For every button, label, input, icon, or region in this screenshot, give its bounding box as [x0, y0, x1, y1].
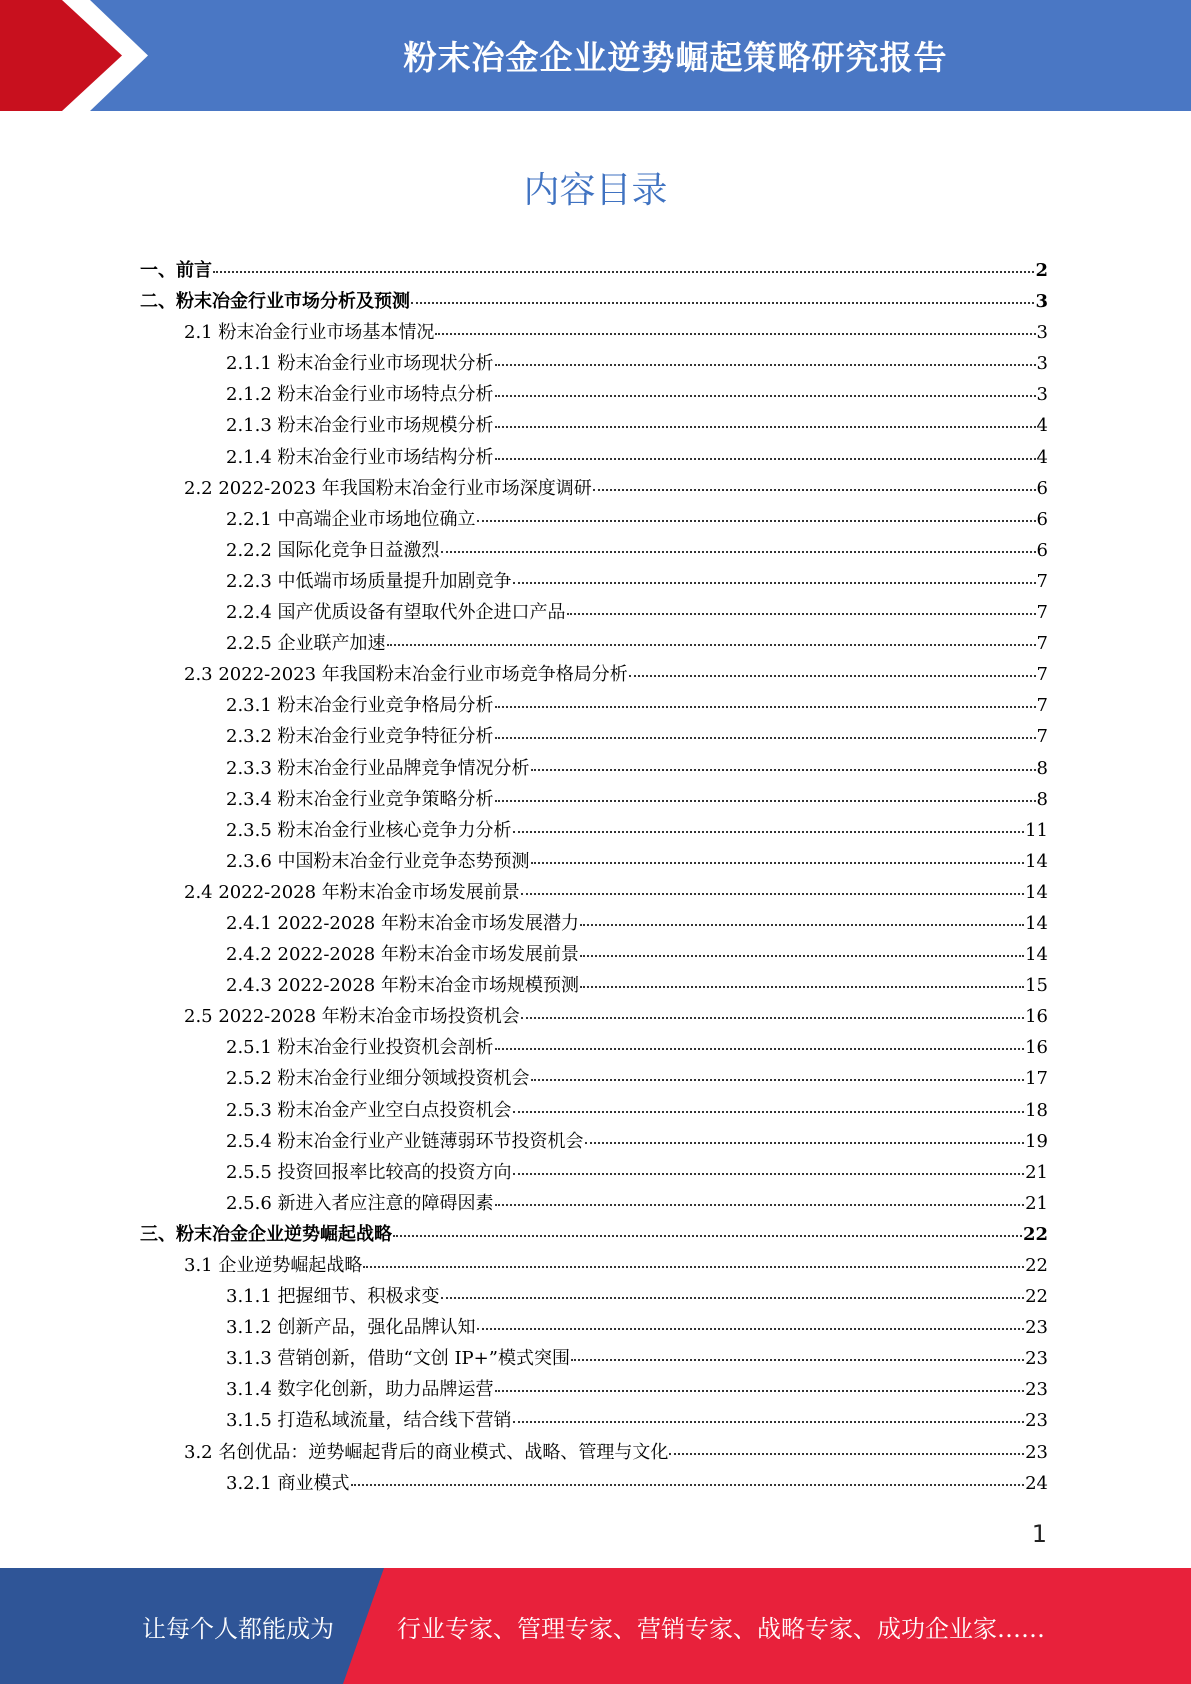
toc-entry-label: 二、粉末冶金行业市场分析及预测: [140, 291, 410, 313]
toc-entry[interactable]: [140, 285, 1048, 316]
toc-entry-page: 3: [1036, 353, 1048, 375]
toc-entry-page: 4: [1036, 415, 1048, 437]
toc-entry[interactable]: [140, 441, 1048, 472]
toc-entry-page: 16: [1025, 1006, 1048, 1028]
toc-entry-page: 22: [1025, 1286, 1048, 1308]
toc-entry-page: 7: [1036, 664, 1048, 686]
toc-dot-leader: [495, 344, 1036, 366]
table-of-contents: [140, 254, 1048, 1498]
toc-dot-leader: [521, 873, 1024, 895]
toc-entry[interactable]: [140, 472, 1048, 503]
toc-entry-page: 14: [1025, 912, 1048, 934]
toc-dot-leader: [387, 624, 1036, 646]
toc-entry[interactable]: [140, 1249, 1048, 1280]
toc-entry-label: 一、前言: [140, 260, 212, 281]
toc-entry-label: 3.1.4 数字化创新，助力品牌运营: [226, 1379, 494, 1401]
toc-entry-page: 24: [1025, 1472, 1048, 1494]
toc-entry[interactable]: [140, 783, 1048, 814]
toc-dot-leader: [495, 1184, 1025, 1206]
toc-entry-label: 2.5.3 粉末冶金产业空白点投资机会: [226, 1099, 512, 1121]
toc-dot-leader: [531, 842, 1025, 864]
toc-entry[interactable]: [140, 1156, 1048, 1187]
toc-dot-leader: [521, 997, 1024, 1019]
toc-entry-page: 19: [1025, 1130, 1048, 1152]
toc-dot-leader: [580, 966, 1024, 988]
toc-entry-label: 2.3 2022-2023 年我国粉末冶金行业市场竞争格局分析: [184, 664, 628, 686]
toc-entry-label: 2.1.4 粉末冶金行业市场结构分析: [226, 446, 494, 468]
toc-entry-label: 2.4.2 2022-2028 年粉末冶金市场发展前景: [226, 944, 579, 966]
toc-entry[interactable]: [140, 1404, 1048, 1435]
page-header: [0, 0, 1191, 111]
toc-entry[interactable]: [140, 254, 1048, 285]
toc-dot-leader: [585, 1122, 1025, 1144]
toc-dot-leader: [441, 1277, 1025, 1299]
toc-entry-page: 8: [1036, 788, 1048, 810]
toc-entry-page: 22: [1025, 1255, 1048, 1276]
toc-entry-page: 23: [1025, 1410, 1048, 1432]
toc-dot-leader: [495, 717, 1036, 739]
toc-entry-label: 2.4.1 2022-2028 年粉末冶金市场发展潜力: [226, 912, 579, 934]
toc-entry-label: 2.1.2 粉末冶金行业市场特点分析: [226, 384, 494, 406]
toc-entry-page: 7: [1036, 695, 1048, 717]
toc-entry-page: 6: [1036, 477, 1048, 499]
toc-entry-label: 2.1.1 粉末冶金行业市场现状分析: [226, 353, 494, 375]
toc-dot-leader: [513, 562, 1036, 584]
toc-entry-label: 2.1 粉末冶金行业市场基本情况: [184, 322, 435, 344]
toc-entry-page: 7: [1036, 602, 1048, 624]
toc-heading: 内容目录: [523, 170, 668, 211]
toc-entry-page: 15: [1025, 975, 1048, 997]
toc-dot-leader: [495, 780, 1036, 802]
toc-entry-label: 2.2.5 企业联产加速: [226, 633, 386, 655]
toc-entry-label: 2.5.5 投资回报率比较高的投资方向: [226, 1161, 512, 1183]
toc-dot-leader: [669, 1433, 1024, 1455]
toc-dot-leader: [629, 655, 1036, 677]
toc-entry-label: 2.4.3 2022-2028 年粉末冶金市场规模预测: [226, 975, 579, 997]
toc-entry[interactable]: [140, 565, 1048, 596]
toc-entry-label: 2.2.1 中高端企业市场地位确立: [226, 508, 476, 530]
toc-entry-page: 11: [1025, 819, 1048, 841]
page-number: 1: [1031, 1520, 1047, 1548]
toc-entry-page: 16: [1025, 1037, 1048, 1059]
toc-dot-leader: [580, 935, 1024, 957]
toc-entry[interactable]: [140, 1311, 1048, 1342]
toc-entry[interactable]: [140, 876, 1048, 907]
toc-entry-label: 3.1.3 营销创新，借助“文创 IP+”模式突围: [226, 1348, 570, 1370]
toc-dot-leader: [531, 1059, 1025, 1081]
toc-dot-leader: [351, 1464, 1025, 1486]
toc-entry-page: 14: [1025, 850, 1048, 872]
toc-entry-page: 18: [1025, 1099, 1048, 1121]
toc-dot-leader: [477, 1308, 1025, 1330]
toc-entry[interactable]: [140, 1000, 1048, 1031]
toc-entry-page: 21: [1025, 1161, 1048, 1183]
toc-entry[interactable]: [140, 1436, 1048, 1467]
toc-entry-page: 7: [1036, 633, 1048, 655]
toc-entry[interactable]: [140, 534, 1048, 565]
toc-dot-leader: [441, 531, 1036, 553]
toc-entry-label: 2.5.6 新进入者应注意的障碍因素: [226, 1192, 494, 1214]
toc-entry-label: 2.4 2022-2028 年粉末冶金市场发展前景: [184, 881, 520, 903]
toc-dot-leader: [531, 749, 1036, 771]
toc-entry-page: 14: [1025, 944, 1048, 966]
toc-entry-label: 3.1 企业逆势崛起战略: [184, 1255, 363, 1276]
toc-entry[interactable]: [140, 845, 1048, 876]
toc-entry-label: 2.3.6 中国粉末冶金行业竞争态势预测: [226, 850, 530, 872]
toc-entry[interactable]: [140, 1031, 1048, 1062]
toc-entry-label: 2.5.1 粉末冶金行业投资机会剖析: [226, 1037, 494, 1059]
toc-dot-leader: [213, 251, 1034, 273]
toc-entry-page: 23: [1025, 1348, 1048, 1370]
toc-entry-page: 21: [1025, 1192, 1048, 1214]
toc-entry[interactable]: [140, 1280, 1048, 1311]
toc-entry-label: 3.1.1 把握细节、积极求变: [226, 1286, 440, 1308]
toc-entry[interactable]: [140, 627, 1048, 658]
toc-entry[interactable]: [140, 1467, 1048, 1498]
toc-dot-leader: [580, 904, 1024, 926]
toc-entry-label: 3.1.5 打造私域流量，结合线下营销: [226, 1410, 512, 1432]
toc-entry-page: 3: [1035, 291, 1048, 313]
toc-entry-label: 3.1.2 创新产品，强化品牌认知: [226, 1317, 476, 1339]
toc-entry[interactable]: [140, 1373, 1048, 1404]
toc-entry-label: 2.2.2 国际化竞争日益激烈: [226, 539, 440, 561]
toc-entry-label: 2.3.3 粉末冶金行业品牌竞争情况分析: [226, 757, 530, 779]
toc-entry-page: 23: [1025, 1317, 1048, 1339]
toc-entry[interactable]: [140, 969, 1048, 1000]
toc-entry-label: 2.5.4 粉末冶金行业产业链薄弱环节投资机会: [226, 1130, 584, 1152]
toc-entry[interactable]: [140, 1342, 1048, 1373]
toc-dot-leader: [593, 469, 1036, 491]
toc-dot-leader: [513, 811, 1025, 833]
toc-dot-leader: [393, 1215, 1022, 1237]
toc-dot-leader: [495, 438, 1036, 460]
document-title: 粉末冶金企业逆势崛起策略研究报告: [403, 38, 948, 77]
toc-entry-label: 3.2.1 商业模式: [226, 1472, 350, 1494]
toc-entry[interactable]: [140, 1218, 1048, 1249]
toc-dot-leader: [567, 593, 1036, 615]
toc-entry-page: 23: [1025, 1441, 1048, 1463]
toc-entry-page: 3: [1036, 384, 1048, 406]
toc-entry-label: 2.2.3 中低端市场质量提升加剧竞争: [226, 570, 512, 592]
toc-entry-page: 7: [1036, 570, 1048, 592]
footer-slogan-left: 让每个人都能成为: [142, 1614, 334, 1643]
toc-entry-label: 2.2.4 国产优质设备有望取代外企进口产品: [226, 602, 566, 624]
toc-dot-leader: [363, 1246, 1024, 1268]
toc-entry-label: 2.1.3 粉末冶金行业市场规模分析: [226, 415, 494, 437]
toc-entry[interactable]: [140, 347, 1048, 378]
toc-entry[interactable]: [140, 503, 1048, 534]
toc-entry-label: 2.3.4 粉末冶金行业竞争策略分析: [226, 788, 494, 810]
toc-entry-page: 6: [1036, 508, 1048, 530]
toc-entry[interactable]: [140, 409, 1048, 440]
toc-dot-leader: [513, 1091, 1025, 1113]
toc-entry-label: 2.5.2 粉末冶金行业细分领域投资机会: [226, 1068, 530, 1090]
toc-entry-page: 22: [1022, 1223, 1048, 1245]
toc-entry[interactable]: [140, 658, 1048, 689]
toc-dot-leader: [571, 1339, 1024, 1361]
toc-entry-page: 7: [1036, 726, 1048, 748]
toc-entry-page: 3: [1036, 322, 1048, 344]
toc-entry[interactable]: [140, 752, 1048, 783]
toc-entry[interactable]: [140, 596, 1048, 627]
toc-entry-page: 2: [1035, 260, 1048, 281]
toc-entry-label: 2.2 2022-2023 年我国粉末冶金行业市场深度调研: [184, 477, 592, 499]
toc-entry-page: 4: [1036, 446, 1048, 468]
page-footer: [0, 1568, 1191, 1684]
toc-entry-label: 3.2 名创优品：逆势崛起背后的商业模式、战略、管理与文化: [184, 1441, 669, 1463]
toc-dot-leader: [495, 375, 1036, 397]
toc-entry[interactable]: [140, 720, 1048, 751]
toc-dot-leader: [513, 1401, 1025, 1423]
toc-entry[interactable]: [140, 689, 1048, 720]
toc-entry[interactable]: [140, 316, 1048, 347]
toc-entry[interactable]: [140, 814, 1048, 845]
toc-entry-page: 8: [1036, 757, 1048, 779]
toc-entry[interactable]: [140, 1062, 1048, 1093]
toc-dot-leader: [495, 1370, 1025, 1392]
toc-dot-leader: [513, 1153, 1025, 1175]
toc-entry[interactable]: [140, 907, 1048, 938]
toc-dot-leader: [477, 500, 1036, 522]
toc-entry-label: 三、粉末冶金企业逆势崛起战略: [140, 1223, 392, 1245]
chevron-arrow-icon: [0, 0, 160, 111]
toc-entry-page: 17: [1025, 1068, 1048, 1090]
toc-dot-leader: [495, 406, 1036, 428]
toc-dot-leader: [495, 1028, 1025, 1050]
toc-entry-label: 2.3.1 粉末冶金行业竞争格局分析: [226, 695, 494, 717]
toc-entry[interactable]: [140, 378, 1048, 409]
toc-dot-leader: [495, 686, 1036, 708]
toc-dot-leader: [411, 282, 1034, 304]
toc-entry[interactable]: [140, 938, 1048, 969]
toc-entry[interactable]: [140, 1187, 1048, 1218]
toc-entry-label: 2.5 2022-2028 年粉末冶金市场投资机会: [184, 1006, 520, 1028]
toc-entry[interactable]: [140, 1125, 1048, 1156]
toc-entry-page: 23: [1025, 1379, 1048, 1401]
toc-entry-page: 6: [1036, 539, 1048, 561]
toc-entry[interactable]: [140, 1094, 1048, 1125]
toc-entry-label: 2.3.2 粉末冶金行业竞争特征分析: [226, 726, 494, 748]
toc-entry-page: 14: [1025, 881, 1048, 903]
toc-dot-leader: [435, 313, 1035, 335]
footer-slogan-right: 行业专家、管理专家、营销专家、战略专家、成功企业家……: [397, 1614, 1045, 1643]
toc-entry-label: 2.3.5 粉末冶金行业核心竞争力分析: [226, 819, 512, 841]
